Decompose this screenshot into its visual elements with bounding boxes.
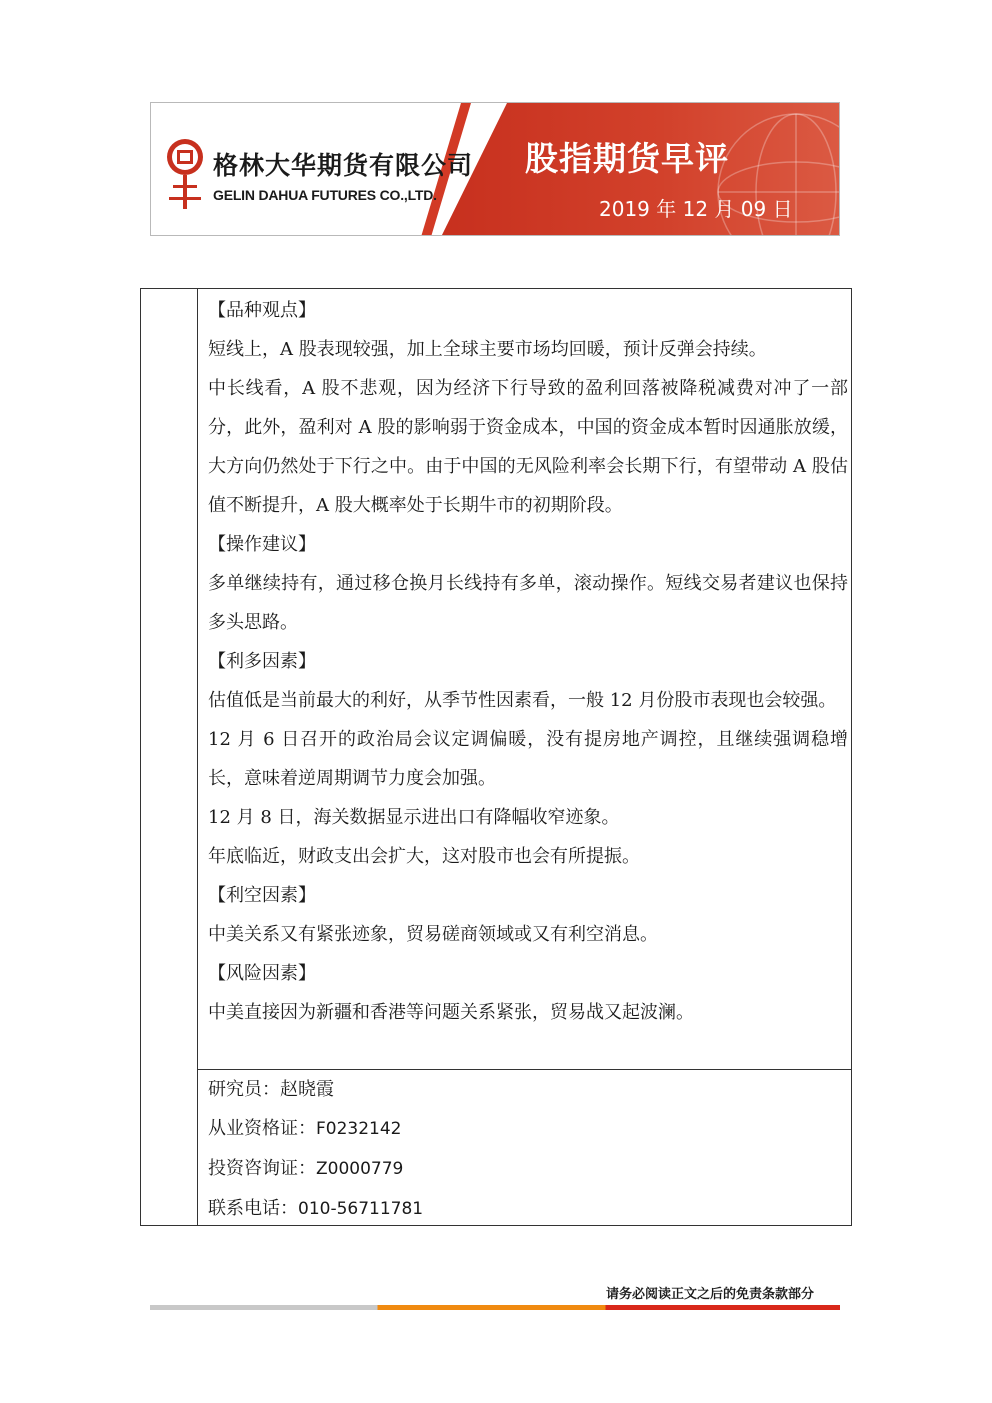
license-label: 从业资格证：	[208, 1118, 316, 1139]
bull-paragraph-valuation: 估值低是当前最大的利好，从季节性因素看，一般 12 月份股市表现也会较强。	[208, 690, 837, 711]
bull-paragraph-customs: 12 月 8 日，海关数据显示进出口有降幅收窄迹象。	[208, 807, 620, 828]
disclaimer-note: 请务必阅读正文之后的免责条款部分	[606, 1287, 815, 1302]
table-left-column-border	[197, 289, 198, 1225]
report-title: 股指期货早评	[525, 139, 729, 178]
advisory-number: Z0000779	[316, 1159, 404, 1179]
researcher-label: 研究员：	[208, 1079, 280, 1100]
company-name-cn: 格林大华期货有限公司	[213, 151, 474, 180]
risk-paragraph: 中美直接因为新疆和香港等问题关系紧张，贸易战又起波澜。	[208, 1002, 694, 1023]
bull-paragraph-fiscal: 年底临近，财政支出会扩大，这对股市也会有所提振。	[208, 846, 640, 867]
company-name-en: GELIN DAHUA FUTURES CO.,LTD.	[213, 187, 437, 203]
researcher-contact	[208, 1070, 848, 1229]
bear-paragraph: 中美关系又有紧张迹象，贸易磋商领域或又有利空消息。	[208, 924, 658, 945]
footer-color-bar	[150, 1305, 840, 1310]
phone-line	[208, 1189, 848, 1229]
bull-heading: 【利多因素】	[208, 651, 316, 672]
view-paragraph-long-term: 中长线看，A 股不悲观，因为经济下行导致的盈利回落被降税减费对冲了一部分，此外，盈利对 A 股的影响弱于资金成本，中国的资金成本暂时因通胀放缓，大方向仍然处于下行之中。由于中国的无风险利率会长期下行，有望带动 A 股估值不断提升，A 股大概率处于长期牛市的初期阶段。	[208, 378, 848, 516]
gelin-dahua-logo-icon	[163, 135, 207, 211]
header-banner	[150, 102, 840, 236]
advisory-line	[208, 1149, 848, 1189]
researcher-line	[208, 1070, 848, 1109]
analysis-section	[208, 291, 848, 1032]
researcher-name: 赵晓霞	[280, 1079, 334, 1100]
report-date: 2019 年 12 月 09 日	[599, 197, 793, 221]
bear-heading: 【利空因素】	[208, 885, 316, 906]
content-table	[140, 288, 852, 1226]
ops-heading: 【操作建议】	[208, 534, 316, 555]
bull-paragraph-politburo: 12 月 6 日召开的政治局会议定调偏暖，没有提房地产调控，且继续强调稳增长，意味着逆周期调节力度会加强。	[208, 729, 848, 789]
view-paragraph-short-term: 短线上，A 股表现较强，加上全球主要市场均回暖，预计反弹会持续。	[208, 339, 767, 360]
ops-paragraph: 多单继续持有，通过移仓换月长线持有多单，滚动操作。短线交易者建议也保持多头思路。	[208, 573, 848, 633]
license-number: F0232142	[316, 1119, 402, 1139]
advisory-label: 投资咨询证：	[208, 1158, 316, 1179]
phone-label: 联系电话：	[208, 1198, 298, 1219]
risk-heading: 【风险因素】	[208, 963, 316, 984]
view-heading: 【品种观点】	[208, 300, 316, 321]
license-line	[208, 1109, 848, 1149]
phone-number: 010-56711781	[298, 1199, 424, 1219]
